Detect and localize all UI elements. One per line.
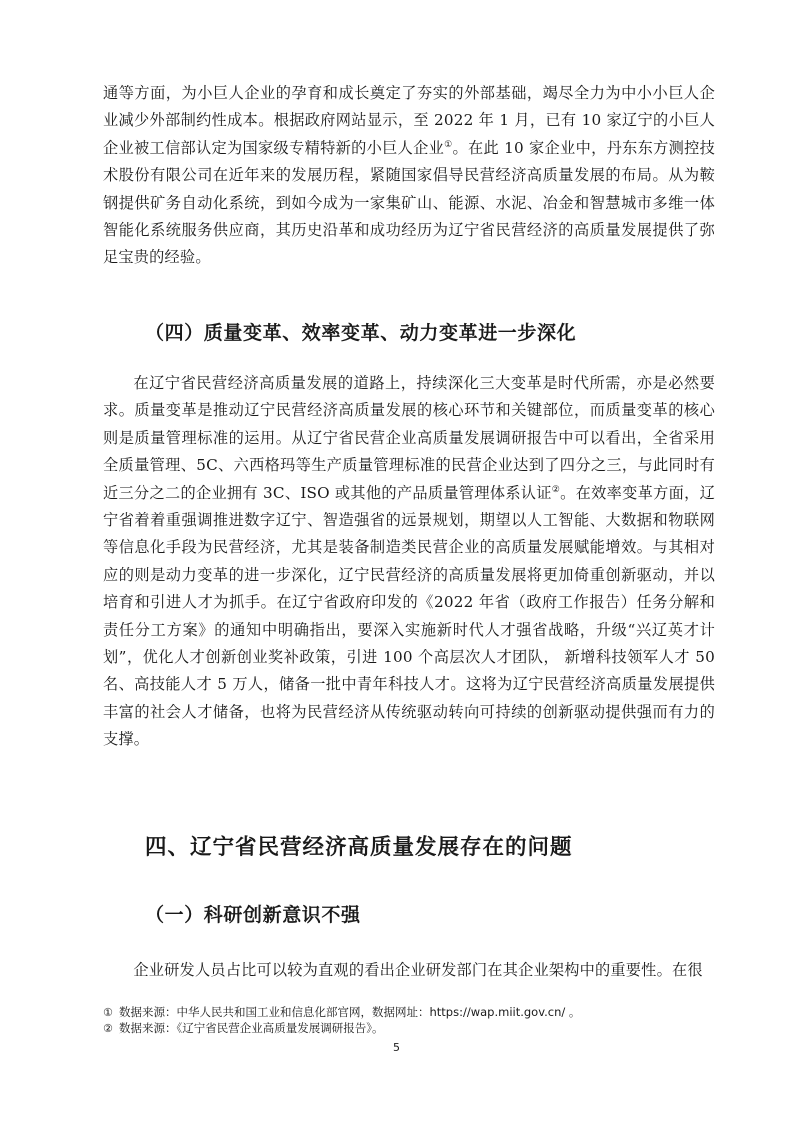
body-paragraph-reform [103, 370, 715, 754]
footnote-reference[interactable]: ② [551, 484, 561, 495]
footnote-separator [103, 1000, 303, 1001]
footnote-mark: ① [103, 1006, 113, 1019]
chapter-heading-problems: 四、辽宁省民营经济高质量发展存在的问题 [145, 835, 573, 860]
page-number: 5 [393, 1041, 400, 1054]
footnote-mark: ② [103, 1022, 113, 1035]
footnote-1 [103, 1005, 580, 1020]
section-heading-quality-reform: （四）质量变革、效率变革、动力变革进一步深化 [145, 322, 577, 344]
footnote-reference[interactable]: ① [444, 139, 453, 150]
section-heading-research: （一）科研创新意识不强 [145, 904, 361, 926]
footnote-text: 数据来源：《辽宁省民营企业高质量发展调研报告》。 [119, 1021, 384, 1035]
footnote-2 [103, 1021, 384, 1036]
body-paragraph-continuation [103, 80, 715, 272]
footnote-text: 数据来源：中华人民共和国工业和信息化部官网，数据网址：https://wap.miit.gov.cn/ 。 [119, 1005, 581, 1019]
paragraph-text: 在辽宁省民营经济高质量发展的道路上，持续深化三大变革是时代所需，亦是必然要求。质量变革是推动辽宁民营经济高质量发展的核心环节和关键部位，而质量变革的核心则是质量管理标准的运用。从辽宁省民营企业高质量发展调研报告中可以看出，全省采用全质量管理、5C、六西格玛等生产质量管理标准的民营企业达到了四分之三，与此同时有近三分之二的企业拥有 3C、ISO 或其他的产品质量管理体系认证 [103, 374, 715, 502]
paragraph-text: 。在效率变革方面，辽宁省着着重强调推进数字辽宁、智造强省的远景规划，期望以人工智能、大数据和物联网等信息化手段为民营经济，尤其是装备制造类民营企业的高质量发展赋能增效。与其相对应的则是动力变革的进一步深化，辽宁民营经济的高质量发展将更加倚重创新驱动，并以培育和引进人才为抓手。在辽宁省政府印发的《2022 年省（政府工作报告）任务分解和责任分工方案》的通知中明确指出，要深入实施新时代人才强省战略，升级“兴辽英才计划”，优化人才创新创业奖补政策，引进 100 个高层次人才团队， 新增科技领军人才 50 名、高技能人才 5 万人，储备一批中青年科技人才。这将为辽宁民营经济高质量发展提供丰富的社会人才储备，也将为民营经济从传统驱动转向可持续的创新驱动提供强而有力的支撑。 [103, 483, 715, 749]
paragraph-text: 通等方面，为小巨人企业的孕育和成长奠定了夯实的外部基础，竭尽全力为中小小巨人企业减少外部制约性成本。根据政府网站显示，至 2022 年 1 月，已有 10 家辽宁的小巨人企业被工信部认定为国家级专精特新的小巨人企业 [103, 84, 715, 157]
paragraph-text: 。在此 10 家企业中，丹东东方测控技术股份有限公司在近年来的发展历程，紧随国家倡导民营经济高质量发展的布局。从为鞍钢提供矿务自动化系统，到如今成为一家集矿山、能源、水泥、冶金和智慧城市多维一体智能化系统服务供应商，其历史沿革和成功经历为辽宁省民营经济的高质量发展提供了弥足宝贵的经验。 [103, 138, 715, 267]
body-paragraph-research: 企业研发人员占比可以较为直观的看出企业研发部门在其企业架构中的重要性。在很 [133, 961, 703, 979]
